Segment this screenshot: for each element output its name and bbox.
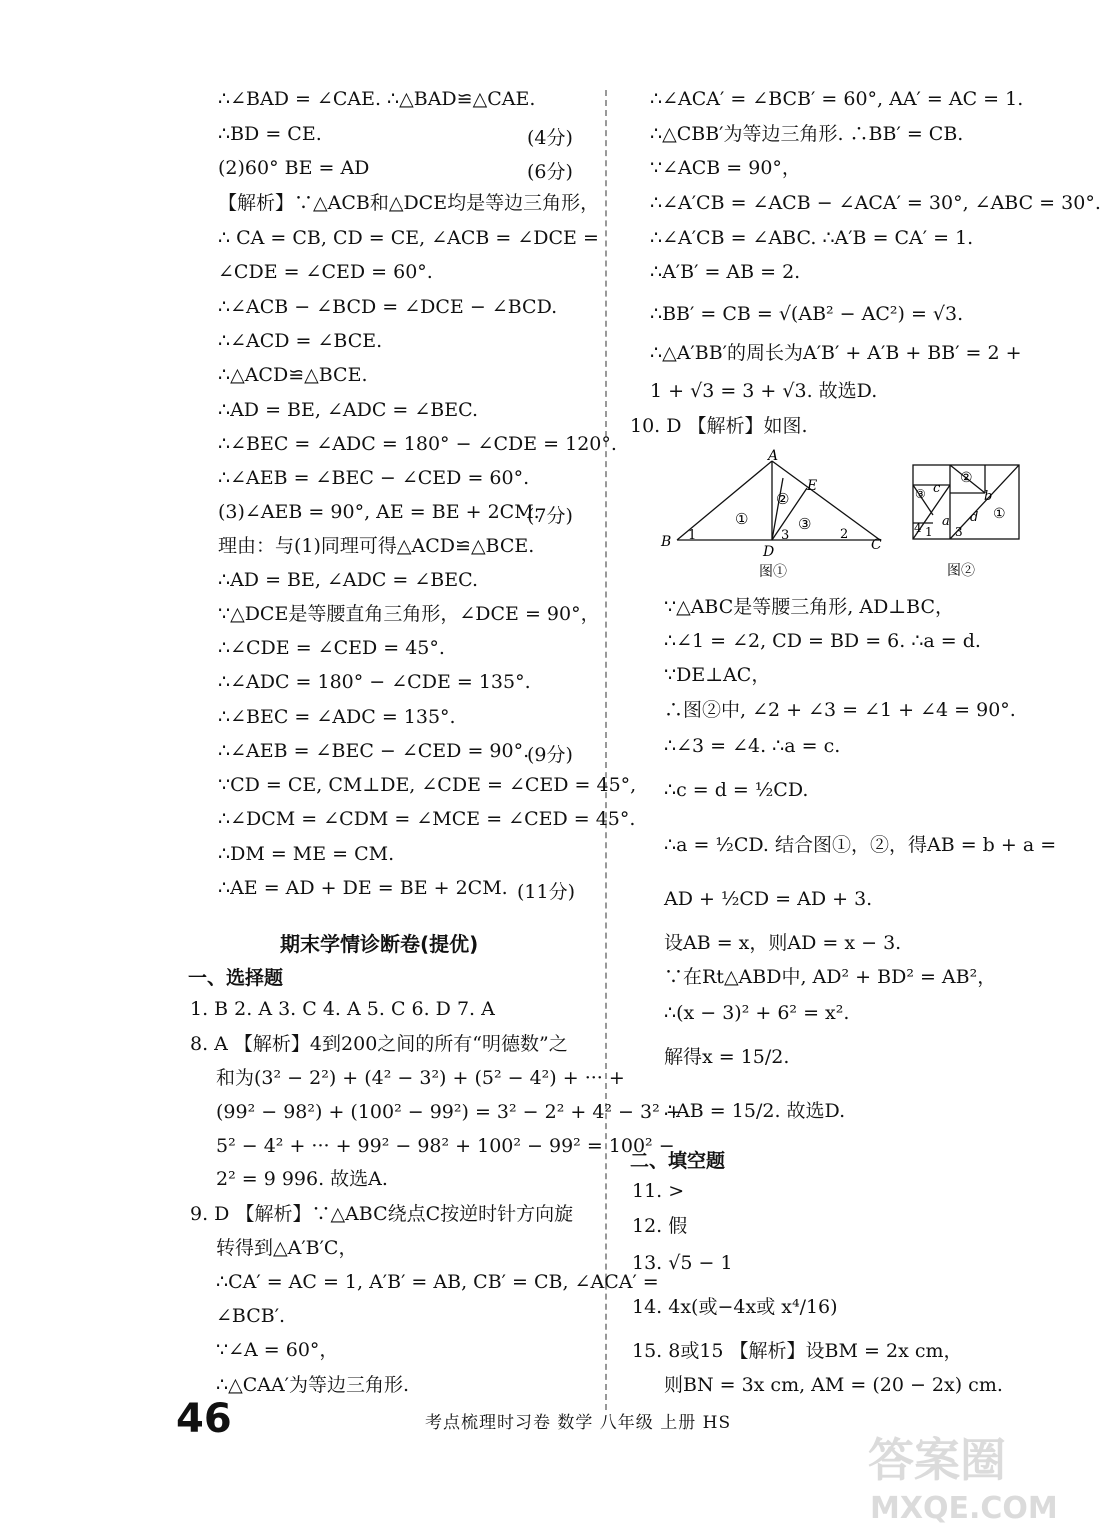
watermark-logo: [860, 1418, 1058, 1528]
text-line: ∴∠3 = ∠4. ∴a = c.: [664, 735, 841, 757]
column-divider: [605, 90, 607, 1410]
q8-line: 和为(3² − 2²) + (4² − 3²) + (5² − 4²) + ··· +: [216, 1067, 625, 1089]
text-line: ∴∠ACB − ∠BCD = ∠DCE − ∠BCD.: [218, 296, 558, 318]
q8-line: 8. A 【解析】4到200之间的所有“明德数”之: [190, 1033, 568, 1055]
text-line: 【解析】∵△ACB和△DCE均是等边三角形，: [218, 192, 600, 214]
page-number: 46: [176, 1396, 232, 1442]
fig1-label: E: [807, 478, 818, 494]
q8-line: 5² − 4² + ··· + 99² − 98² + 100² − 99² = 100² −: [216, 1135, 675, 1157]
footer-text: 考点梳理时习卷 数学 八年级 上册 HS: [425, 1413, 732, 1433]
fill-answer: 11. >: [632, 1180, 685, 1202]
figure-2: [905, 455, 1023, 583]
text-line: ∴ CA = CB, CD = CE, ∠ACB = ∠DCE =: [218, 227, 599, 249]
svg-text:答案圈: 答案圈: [868, 1433, 1006, 1487]
text-line: ∵CD = CE, CM⊥DE, ∠CDE = ∠CED = 45°,: [218, 774, 637, 796]
fig1-label: A: [768, 448, 779, 464]
fig1-label: C: [871, 537, 882, 553]
text-line: ∴∠A′CB = ∠ACB − ∠ACA′ = 30°, ∠ABC = 30°.: [650, 192, 1101, 214]
text-line: ∴∠BEC = ∠ADC = 180° − ∠CDE = 120°.: [218, 433, 617, 455]
subsection-title: 一、选择题: [188, 967, 284, 989]
fig1-label: ②: [776, 490, 790, 508]
fig2-label: d: [970, 510, 979, 525]
score-mark: (9分): [527, 744, 573, 766]
text-line: ∴BD = CE.: [218, 123, 322, 145]
q9-line: ∴CA′ = AC = 1, A′B′ = AB, CB′ = CB, ∠ACA′ =: [216, 1271, 659, 1293]
score-mark: (11分): [517, 881, 576, 903]
fill-answer: 则BN = 3x cm, AM = (20 − 2x) cm.: [664, 1374, 1003, 1396]
fig2-label: a: [942, 514, 950, 529]
q8-line: 2² = 9 996. 故选A.: [216, 1168, 388, 1190]
text-line: ∴∠ACA′ = ∠BCB′ = 60°, AA′ = AC = 1.: [650, 88, 1024, 110]
text-line: ∴∠DCM = ∠CDM = ∠MCE = ∠CED = 45°.: [218, 808, 636, 830]
fig2-label: 4: [914, 521, 922, 535]
text-line: ∴△ACD≌△BCE.: [218, 364, 368, 386]
text-line: ∴DM = ME = CM.: [218, 843, 395, 865]
fig1-caption: 图①: [759, 564, 787, 580]
fill-answer: 13. √5 − 1: [632, 1252, 733, 1274]
text-line: 设AB = x，则AD = x − 3.: [664, 932, 902, 954]
fig1-label: 1: [688, 528, 697, 543]
text-line: ∵DE⊥AC，: [664, 664, 771, 686]
text-line: ∴AB = 15/2. 故选D.: [664, 1100, 846, 1122]
fig2-label: ③: [915, 487, 926, 501]
fig2-label: 3: [955, 525, 963, 539]
text-line: ∴△A′BB′的周长为A′B′ + A′B + BB′ = 2 +: [650, 342, 1022, 364]
text-line: ∴AD = BE, ∠ADC = ∠BEC.: [218, 569, 479, 591]
fig1-label: ③: [798, 515, 812, 533]
text-line: ∴∠AEB = ∠BEC − ∠CED = 60°.: [218, 467, 530, 489]
text-line: ∴A′B′ = AB = 2.: [650, 261, 801, 283]
fig2-label: b: [984, 489, 993, 504]
q8-line: (99² − 98²) + (100² − 99²) = 3² − 2² + 4² − 3² +: [216, 1101, 682, 1123]
text-line: (2)60° BE = AD: [218, 157, 370, 179]
text-line: ∴AE = AD + DE = BE + 2CM.: [218, 877, 508, 899]
q9-line: ∠BCB′.: [216, 1305, 286, 1327]
q9-line: 9. D 【解析】∵△ABC绕点C按逆时针方向旋: [190, 1203, 574, 1225]
text-line: AD + ½CD = AD + 3.: [664, 888, 873, 910]
text-line: ∴△CBB′为等边三角形. ∴BB′ = CB.: [650, 123, 964, 145]
score-mark: (7分): [527, 505, 573, 527]
text-line: ∴(x − 3)² + 6² = x².: [664, 1002, 850, 1024]
text-line: (3)∠AEB = 90°, AE = BE + 2CM.: [218, 501, 540, 523]
fig1-label: 3: [781, 528, 790, 543]
text-line: ∴∠1 = ∠2, CD = BD = 6. ∴a = d.: [664, 630, 981, 652]
fill-answer: 15. 8或15 【解析】设BM = 2x cm，: [632, 1340, 963, 1362]
text-line: ∵△DCE是等腰直角三角形，∠DCE = 90°，: [218, 603, 600, 625]
q9-line: 转得到△A′B′C，: [216, 1237, 358, 1259]
text-line: ∵∠ACB = 90°，: [650, 157, 801, 179]
fig2-caption: 图②: [947, 563, 975, 579]
text-line: ∴∠CDE = ∠CED = 45°.: [218, 637, 445, 659]
q9-line: ∴△CAA′为等边三角形.: [216, 1374, 410, 1396]
fill-answer: 14. 4x(或−4x或 x⁴/16): [632, 1296, 838, 1318]
text-line: ∴∠ADC = 180° − ∠CDE = 135°.: [218, 671, 531, 693]
text-line: 1 + √3 = 3 + √3. 故选D.: [650, 380, 878, 402]
text-line: ∴∠BEC = ∠ADC = 135°.: [218, 706, 456, 728]
text-line: ∴AD = BE, ∠ADC = ∠BEC.: [218, 399, 479, 421]
fig2-label: c: [933, 481, 941, 496]
text-line: ∴图②中, ∠2 + ∠3 = ∠1 + ∠4 = 90°.: [664, 699, 1016, 721]
fig1-label: ①: [735, 510, 749, 528]
text-line: ∴a = ½CD. 结合图①，②，得AB = b + a =: [664, 834, 1057, 856]
fill-answer: 12. 假: [632, 1215, 688, 1237]
text-line: ∴∠ACD = ∠BCE.: [218, 330, 383, 352]
section-title: 期末学情诊断卷(提优): [280, 932, 479, 956]
text-line: 理由：与(1)同理可得△ACD≌△BCE.: [218, 535, 535, 557]
text-line: ∠CDE = ∠CED = 60°.: [218, 261, 433, 283]
text-line: ∴∠A′CB = ∠ABC. ∴A′B = CA′ = 1.: [650, 227, 974, 249]
fig1-label: D: [763, 544, 775, 560]
text-line: ∴BB′ = CB = √(AB² − AC²) = √3.: [650, 303, 964, 325]
text-line: ∵△ABC是等腰三角形, AD⊥BC，: [664, 596, 955, 618]
text-line: ∴∠BAD = ∠CAE. ∴△BAD≌△CAE.: [218, 88, 536, 110]
svg-text:MXQE.COM: MXQE.COM: [870, 1491, 1058, 1526]
fig1-label: 2: [840, 527, 849, 542]
fig1-label: B: [661, 534, 672, 550]
subsection-title: 二、填空题: [630, 1150, 726, 1172]
score-mark: (6分): [527, 161, 573, 183]
figure-1: [655, 448, 895, 583]
fig2-label: ①: [993, 506, 1006, 522]
fig2-label: 1: [925, 525, 933, 539]
text-line: ∵在Rt△ABD中, AD² + BD² = AB²，: [664, 966, 997, 988]
q10-header: 10. D 【解析】如图.: [630, 415, 808, 437]
text-line: ∴c = d = ½CD.: [664, 779, 809, 801]
choice-answers: 1. B 2. A 3. C 4. A 5. C 6. D 7. A: [190, 998, 495, 1020]
q9-line: ∵∠A = 60°，: [216, 1339, 339, 1361]
text-line: ∴∠AEB = ∠BEC − ∠CED = 90°.: [218, 740, 530, 762]
score-mark: (4分): [527, 127, 573, 149]
fig2-label: ②: [960, 470, 973, 486]
text-line: 解得x = 15/2.: [664, 1046, 790, 1068]
